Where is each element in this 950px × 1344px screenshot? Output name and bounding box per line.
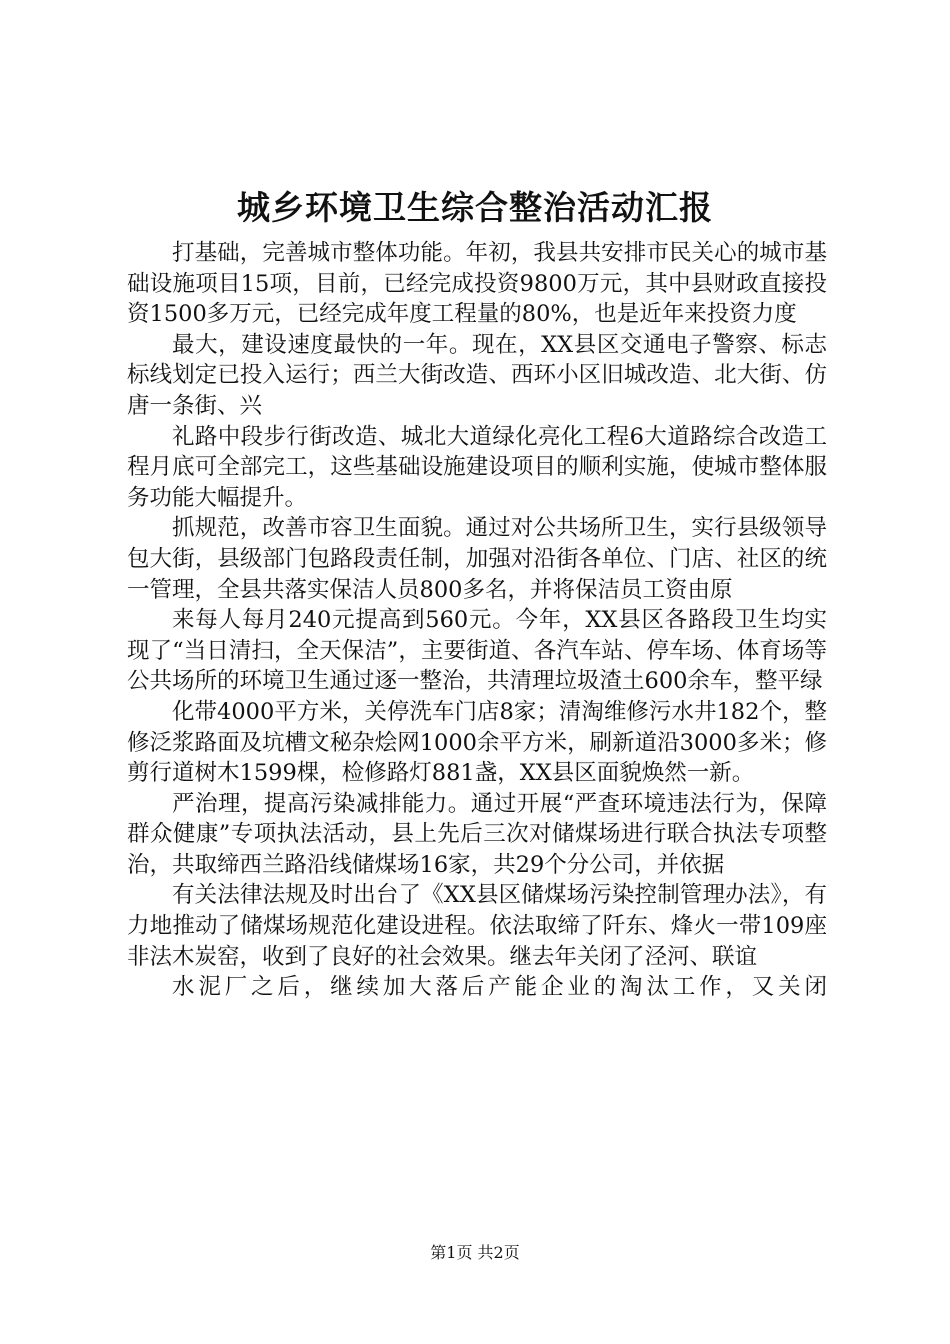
paragraph: 化带4000平方米，关停洗车门店8家；清淘维修污水井182个，整修泛浆路面及坑槽文秘杂烩网1000余平方米，刷新道沿3000多米；修剪行道树木1599棵，检修路灯881盏，XX县区面貌焕然一新。 [127, 698, 827, 787]
page-footer [0, 1242, 950, 1264]
paragraph: 来每人每月240元提高到560元。今年，XX县区各路段卫生均实现了“当日清扫，全天保洁”，主要街道、各汽车站、停车场、体育场等公共场所的环境卫生通过逐一整治，共清理垃圾渣土600余车，整平绿 [127, 607, 827, 695]
paragraph: 抓规范，改善市容卫生面貌。通过对公共场所卫生，实行县级领导包大街，县级部门包路段责任制，加强对沿街各单位、门店、社区的统一管理，全县共落实保洁人员800多名，并将保洁员工资由原 [127, 515, 827, 603]
paragraph: 礼路中段步行街改造、城北大道绿化亮化工程6大道路综合改造工程月底可全部完工，这些基础设施建设项目的顺利实施，使城市整体服务功能大幅提升。 [127, 423, 827, 511]
paragraph: 水泥厂之后，继续加大落后产能企业的淘汰工作，又关闭 [172, 974, 827, 1001]
paragraph: 严治理，提高污染减排能力。通过开展“严查环境违法行为，保障群众健康”专项执法活动，县上先后三次对储煤场进行联合执法专项整治，共取缔西兰路沿线储煤场16家，共29个分公司，并依据 [127, 790, 827, 878]
document-title: 城乡环境卫生综合整治活动汇报 [237, 188, 713, 227]
page-indicator: 第1页 共2页 [430, 1243, 520, 1262]
paragraph: 打基础，完善城市整体功能。年初，我县共安排市民关心的城市基础设施项目15项，目前，已经完成投资9800万元，其中县财政直接投资1500多万元，已经完成年度工程量的80%，也是近年来投资力度 [127, 240, 827, 328]
paragraph: 最大，建设速度最快的一年。现在，XX县区交通电子警察、标志标线划定已投入运行；西兰大街改造、西环小区旧城改造、北大街、仿唐一条街、兴 [127, 331, 827, 419]
paragraph: 有关法律法规及时出台了《XX县区储煤场污染控制管理办法》，有力地推动了储煤场规范化建设进程。依法取缔了阡东、烽火一带109座非法木炭窑，收到了良好的社会效果。继去年关闭了泾河、联谊 [127, 882, 827, 970]
document-body [127, 238, 827, 1003]
